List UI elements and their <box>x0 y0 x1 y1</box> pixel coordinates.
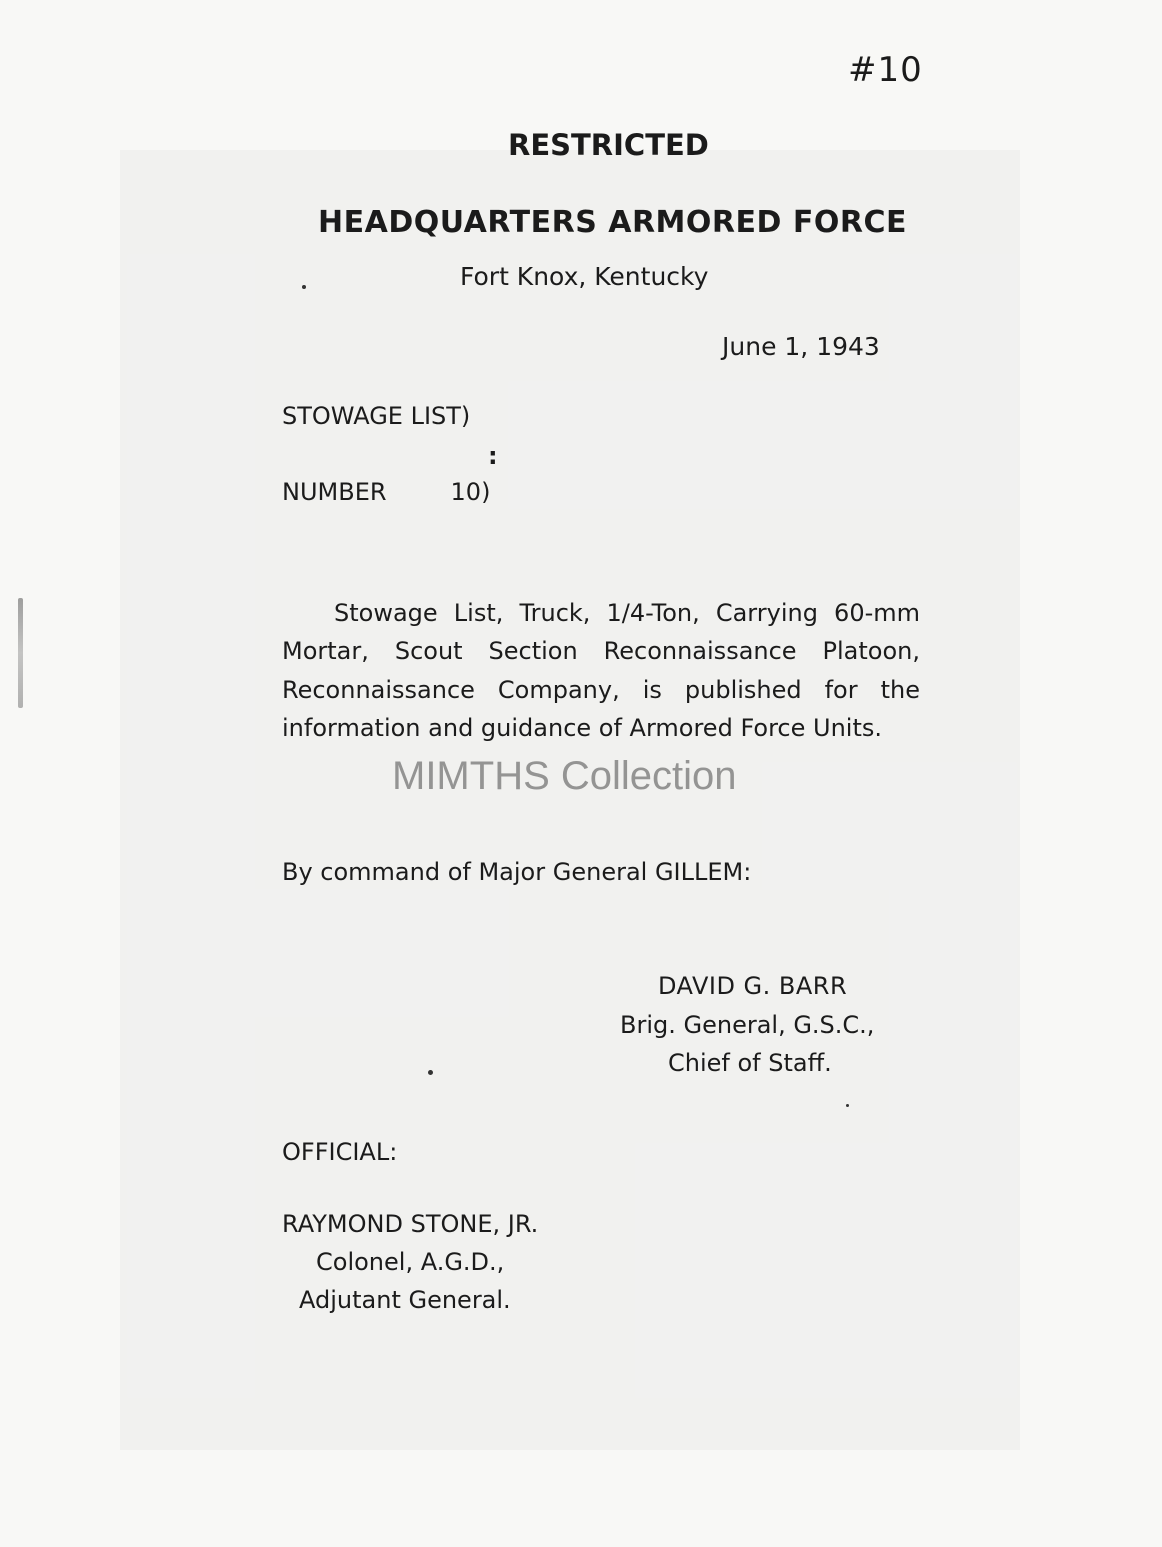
body-paragraph: Stowage List, Truck, 1/4-Ton, Carrying 60-mm Mortar, Scout Section Reconnaissance Platoon, Reconnaissance Company, is published for the information and guidance of Armored Force Units. <box>282 599 920 743</box>
bleed-through-region <box>120 150 1020 1450</box>
separator-colon: : <box>488 442 498 470</box>
signatory-title: Chief of Staff. <box>668 1049 832 1077</box>
number-label: NUMBER <box>282 478 387 506</box>
signatory-rank: Brig. General, G.S.C., <box>620 1011 875 1039</box>
official-title: Adjutant General. <box>299 1286 511 1314</box>
document-number: #10 <box>848 50 923 90</box>
binding-mark <box>18 598 23 708</box>
issue-date: June 1, 1943 <box>722 332 880 361</box>
dot-mark <box>428 1070 433 1075</box>
dot-mark <box>846 1104 849 1107</box>
official-label: OFFICIAL: <box>282 1138 398 1166</box>
official-name: RAYMOND STONE, JR. <box>282 1210 539 1238</box>
classification-header: RESTRICTED <box>508 128 709 162</box>
official-rank: Colonel, A.G.D., <box>316 1248 505 1276</box>
number-value: 10) <box>450 478 491 506</box>
signatory-name: DAVID G. BARR <box>658 972 848 1000</box>
headquarters-title: HEADQUARTERS ARMORED FORCE <box>318 205 907 240</box>
stowage-list-label: STOWAGE LIST) <box>282 402 471 430</box>
command-line: By command of Major General GILLEM: <box>282 858 752 886</box>
watermark: MIMTHS Collection <box>392 754 737 798</box>
location: Fort Knox, Kentucky <box>460 262 709 291</box>
dot-mark <box>302 285 306 289</box>
number-line <box>282 478 490 506</box>
